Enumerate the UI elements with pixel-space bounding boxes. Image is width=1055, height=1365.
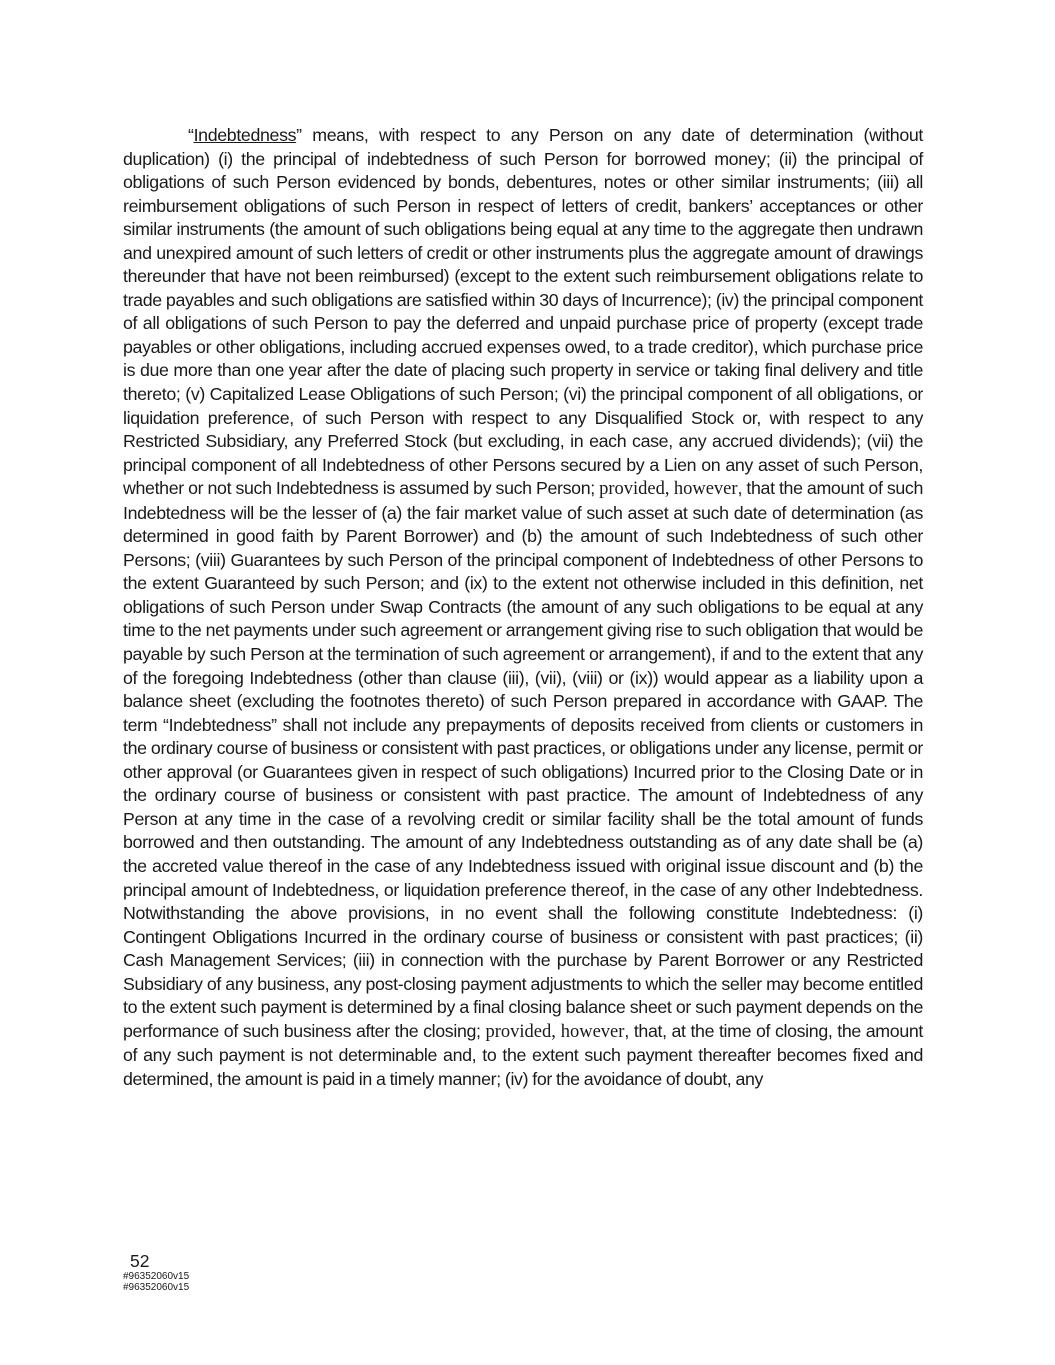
defined-term: Indebtedness: [193, 125, 297, 145]
proviso-phrase-2: provided, however: [485, 1021, 625, 1042]
proviso-phrase-1: provided, however: [599, 479, 738, 500]
page-number: 52: [130, 1251, 150, 1271]
indebtedness-definition-paragraph: [123, 124, 923, 1091]
page-footer: [123, 1251, 189, 1293]
document-id: #96352060v15: [123, 1271, 190, 1282]
definition-text-part-2: , that the amount of such Indebtedness will be the lesser of (a) the fair market value of such asset at such date of determination (as determined in good faith by Parent Borrower) and (b) the amount of such Indebtedness of such other Persons; (viii) Guarantees by such Person of the principal component of Indebtedness of other Persons to the extent Guaranteed by such Person; and (ix) to the extent not otherwise included in this definition, net obligations of such Person under Swap Contracts (the amount of any such obligations to be equal at any time to the net payments under such agreement or arrangement giving rise to such obligation that would be payable by such Person at the termination of such agreement or arrangement), if and to the extent that any of the foregoing Indebtedness (other than clause (iii), (vii), (viii) or (ix)) would appear as a liability upon a balance sheet (excluding the footnotes thereto) of such Person prepared in accordance with GAAP. The term “Indebtedness” shall not include any prepayments of deposits received from clients or customers in the ordinary course of business or consistent with past practices, or obligations under any license, permit or other approval (or Guarantees given in respect of such obligations) Incurred prior to the Closing Date or in the ordinary course of business or consistent with past practice. The amount of Indebtedness of any Person at any time in the case of a revolving credit or similar facility shall be the total amount of funds borrowed and then outstanding. The amount of any Indebtedness outstanding as of any date shall be (a) the accreted value thereof in the case of any Indebtedness issued with original issue discount and (b) the principal amount of Indebtedness, or liquidation preference thereof, in the case of any other Indebtedness. Notwithstanding the above provisions, in no event shall the following constitute Indebtedness: (i) Contingent Obligations Incurred in the ordinary course of business or consistent with past practices; (ii) Cash Management Services; (iii) in connection with the purchase by Parent Borrower or any Restricted Subsidiary of any business, any post-closing payment adjustments to which the seller may become entitled to the extent such payment is determined by a final closing balance sheet or such payment depends on the performance of such business after the closing;: [123, 478, 923, 1041]
definition-text-part-3: , that, at the time of closing, the amount of any such payment is not determinable and, to the extent such payment thereafter becomes fixed and determined, the amount is paid in a timely manner; (iv) for the avoidance of doubt, any: [123, 1020, 923, 1089]
open-quote: “: [188, 125, 194, 145]
definition-text-part-1: ” means, with respect to any Person on any date of determination (without duplication) (i) the principal of indebtedness of such Person for borrowed money; (ii) the principal of obligations of such Person evidenced by bonds, debentures, notes or other similar instruments; (iii) all reimbursement obligations of such Person in respect of letters of credit, bankers’ acceptances or other similar instruments (the amount of such obligations being equal at any time to the aggregate then undrawn and unexpired amount of such letters of credit or other instruments plus the aggregate amount of drawings thereunder that have not been reimbursed) (except to the extent such reimbursement obligations relate to trade payables and such obligations are satisfied within 30 days of Incurrence); (iv) the principal component of all obligations of such Person to pay the deferred and unpaid purchase price of property (except trade payables or other obligations, including accrued expenses owed, to a trade creditor), which purchase price is due more than one year after the date of placing such property in service or taking final delivery and title thereto; (v) Capitalized Lease Obligations of such Person; (vi) the principal component of all obligations, or liquidation preference, of such Person with respect to any Disqualified Stock or, with respect to any Restricted Subsidiary, any Preferred Stock (but excluding, in each case, any accrued dividends); (vii) the principal component of all Indebtedness of other Persons secured by a Lien on any asset of such Person, whether or not such Indebtedness is assumed by such Person;: [123, 125, 923, 499]
document-id: #96352060v15: [123, 1282, 190, 1293]
